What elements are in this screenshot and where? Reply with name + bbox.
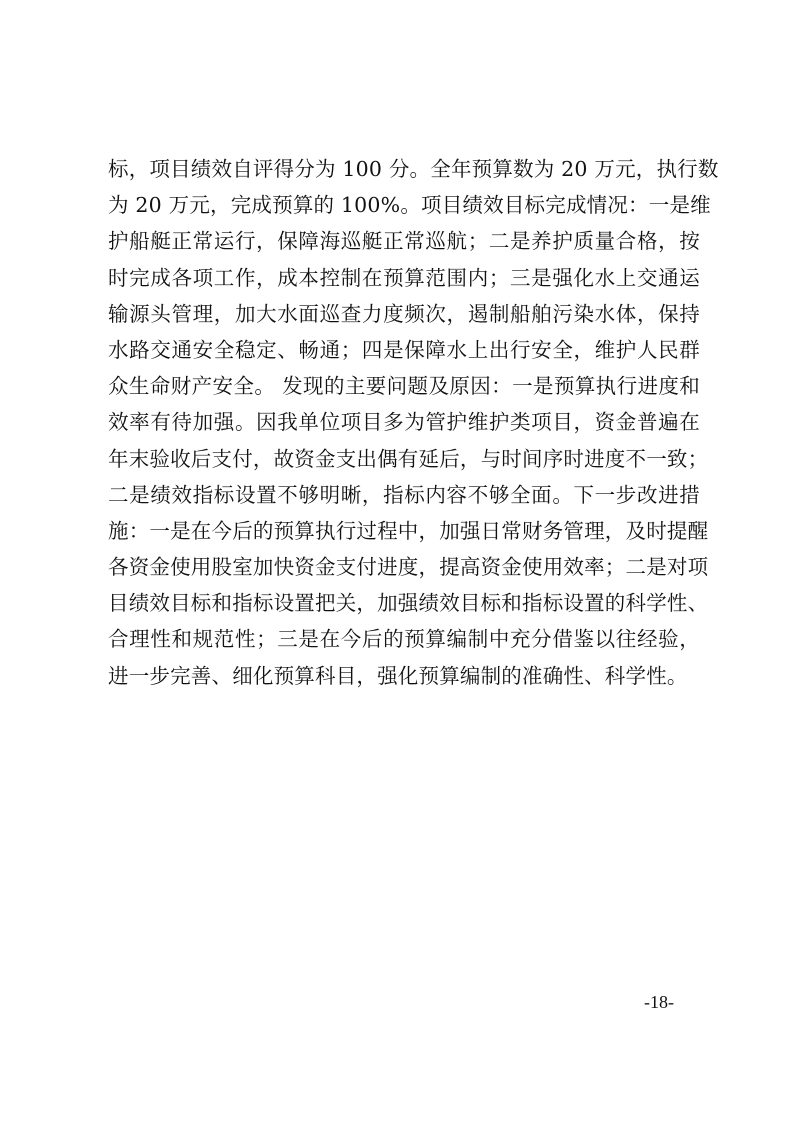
text-line: 年末验收后支付，故资金支出偶有延后，与时间序时进度不一致； [108,446,709,471]
text-line: 各资金使用股室加快资金支付进度，提高资金使用效率；二是对项 [108,555,709,580]
text-line: 二是绩效指标设置不够明晰，指标内容不够全面。下一步改进措 [108,482,700,507]
text-line: 护船艇正常运行，保障海巡艇正常巡航；二是养护质量合格，按 [108,229,700,254]
page-number: -18- [644,992,674,1012]
text-line: 进一步完善、细化预算科目，强化预算编制的准确性、科学性。 [108,663,688,688]
text-line: 标，项目绩效自评得分为 100 分。全年预算数为 20 万元，执行数 [108,157,719,181]
text-line: 众生命财产安全。 发现的主要问题及原因：一是预算执行进度和 [108,374,700,399]
text-line: 施：一是在今后的预算执行过程中，加强日常财务管理，及时提醒 [108,518,709,543]
text-line: 目绩效目标和指标设置把关，加强绩效目标和指标设置的科学性、 [108,591,709,616]
text-line: 输源头管理，加大水面巡查力度频次，遏制船舶污染水体，保持 [108,301,700,326]
text-line: 为 20 万元，完成预算的 100%。项目绩效目标完成情况：一是维 [108,193,711,218]
text-line: 效率有待加强。因我单位项目多为管护维护类项目，资金普遍在 [108,410,700,435]
text-line: 合理性和规范性；三是在今后的预算编制中充分借鉴以往经验， [108,627,700,652]
text-line: 水路交通安全稳定、畅通；四是保障水上出行安全，维护人民群 [108,337,700,362]
text-line: 时完成各项工作，成本控制在预算范围内；三是强化水上交通运 [108,265,700,290]
body-paragraph [108,151,719,694]
